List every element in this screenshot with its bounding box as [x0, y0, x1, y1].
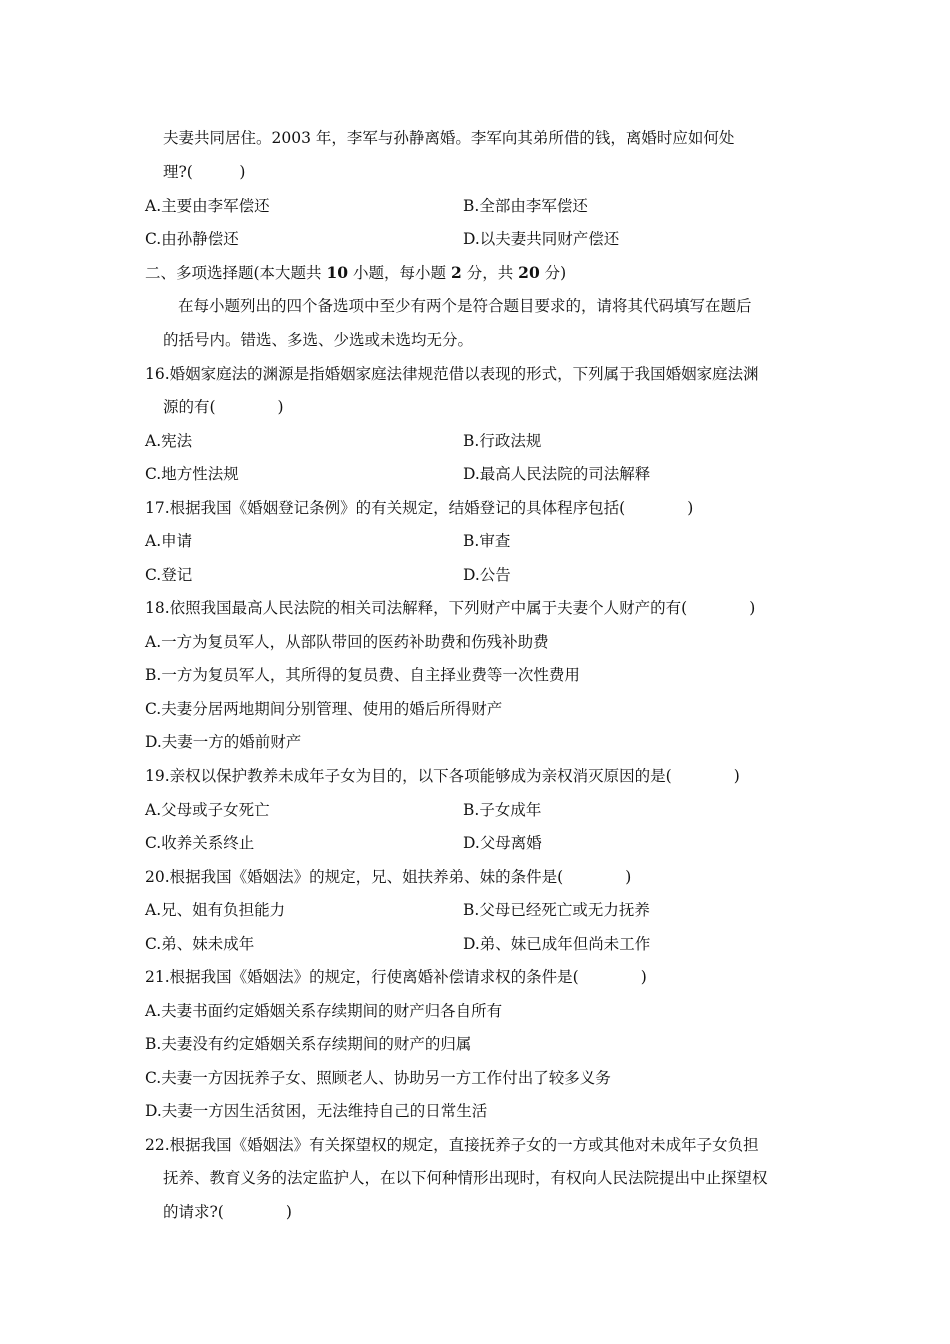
section-heading-part-a: 二、多项选择题(本大题共: [145, 264, 322, 282]
q19-option-b: B.子女成年: [463, 801, 542, 819]
section-question-count: 10: [326, 263, 349, 282]
q19-option-d: D.父母离婚: [463, 834, 542, 852]
section-points-each: 2: [450, 263, 462, 282]
q20-stem: 20.根据我国《婚姻法》的规定，兄、姐扶养弟、妹的条件是( ): [145, 868, 632, 886]
q16-option-b: B.行政法规: [463, 432, 542, 450]
q22-stem-line2: 抚养、教育义务的法定监护人，在以下何种情形出现时，有权向人民法院提出中止探望权: [163, 1169, 768, 1187]
q17-option-b: B.审查: [463, 532, 511, 550]
q20-option-d: D.弟、妹已成年但尚未工作: [463, 935, 651, 953]
q20-option-b: B.父母已经死亡或无力抚养: [463, 901, 650, 919]
q18-option-a: A.一方为复员军人，从部队带回的医药补助费和伤残补助费: [145, 633, 549, 651]
q15-option-b: B.全部由李军偿还: [463, 197, 588, 215]
section-instruction-line1: 在每小题列出的四个备选项中至少有两个是符合题目要求的，请将其代码填写在题后: [178, 297, 752, 315]
q21-option-a: A.夫妻书面约定婚姻关系存续期间的财产归各自所有: [145, 1002, 503, 1020]
q22-stem-line1: 22.根据我国《婚姻法》有关探望权的规定，直接抚养子女的一方或其他对未成年子女负担: [145, 1136, 759, 1154]
q20-option-c: C.弟、妹未成年: [145, 935, 255, 953]
q19-option-a: A.父母或子女死亡: [145, 801, 270, 819]
q15-stem-line2: 理?( ): [163, 163, 246, 181]
q17-stem: 17.根据我国《婚姻登记条例》的有关规定，结婚登记的具体程序包括( ): [145, 499, 694, 517]
section-points-total: 20: [518, 263, 540, 282]
q21-option-c: C.夫妻一方因抚养子女、照顾老人、协助另一方工作付出了较多义务: [145, 1069, 611, 1087]
q15-option-d: D.以夫妻共同财产偿还: [463, 230, 620, 248]
q17-option-c: C.登记: [145, 566, 193, 584]
q15-stem-line1: 夫妻共同居住。2003 年，李军与孙静离婚。李军向其弟所借的钱，离婚时应如何处: [163, 129, 735, 147]
q16-stem-line1: 16.婚姻家庭法的渊源是指婚姻家庭法律规范借以表现的形式，下列属于我国婚姻家庭法渊: [145, 365, 759, 383]
q19-option-c: C.收养关系终止: [145, 834, 255, 852]
q19-stem: 19.亲权以保护教养未成年子女为目的，以下各项能够成为亲权消灭原因的是( ): [145, 767, 740, 785]
section-heading-part-b: 小题，每小题: [353, 264, 447, 282]
q16-option-a: A.宪法: [145, 432, 193, 450]
q15-option-a: A.主要由李军偿还: [145, 197, 270, 215]
q21-option-b: B.夫妻没有约定婚姻关系存续期间的财产的归属: [145, 1035, 472, 1053]
q18-option-c: C.夫妻分居两地期间分别管理、使用的婚后所得财产: [145, 700, 503, 718]
q22-stem-line3: 的请求?( ): [163, 1203, 292, 1221]
q17-option-a: A.申请: [145, 532, 193, 550]
section-heading: [145, 263, 566, 283]
q16-stem-line2: 源的有( ): [163, 398, 284, 416]
q18-stem: 18.依照我国最高人民法院的相关司法解释，下列财产中属于夫妻个人财产的有( ): [145, 599, 756, 617]
q20-option-a: A.兄、姐有负担能力: [145, 901, 286, 919]
q16-option-c: C.地方性法规: [145, 465, 239, 483]
q18-option-d: D.夫妻一方的婚前财产: [145, 733, 302, 751]
section-heading-part-d: 分): [544, 264, 567, 282]
section-heading-part-c: 分，共: [466, 264, 514, 282]
section-instruction-line2: 的括号内。错选、多选、少选或未选均无分。: [163, 331, 474, 349]
q21-option-d: D.夫妻一方因生活贫困，无法维持自己的日常生活: [145, 1102, 488, 1120]
q18-option-b: B.一方为复员军人，其所得的复员费、自主择业费等一次性费用: [145, 666, 580, 684]
q21-stem: 21.根据我国《婚姻法》的规定，行使离婚补偿请求权的条件是( ): [145, 968, 647, 986]
q16-option-d: D.最高人民法院的司法解释: [463, 465, 651, 483]
q15-option-c: C.由孙静偿还: [145, 230, 239, 248]
q17-option-d: D.公告: [463, 566, 511, 584]
